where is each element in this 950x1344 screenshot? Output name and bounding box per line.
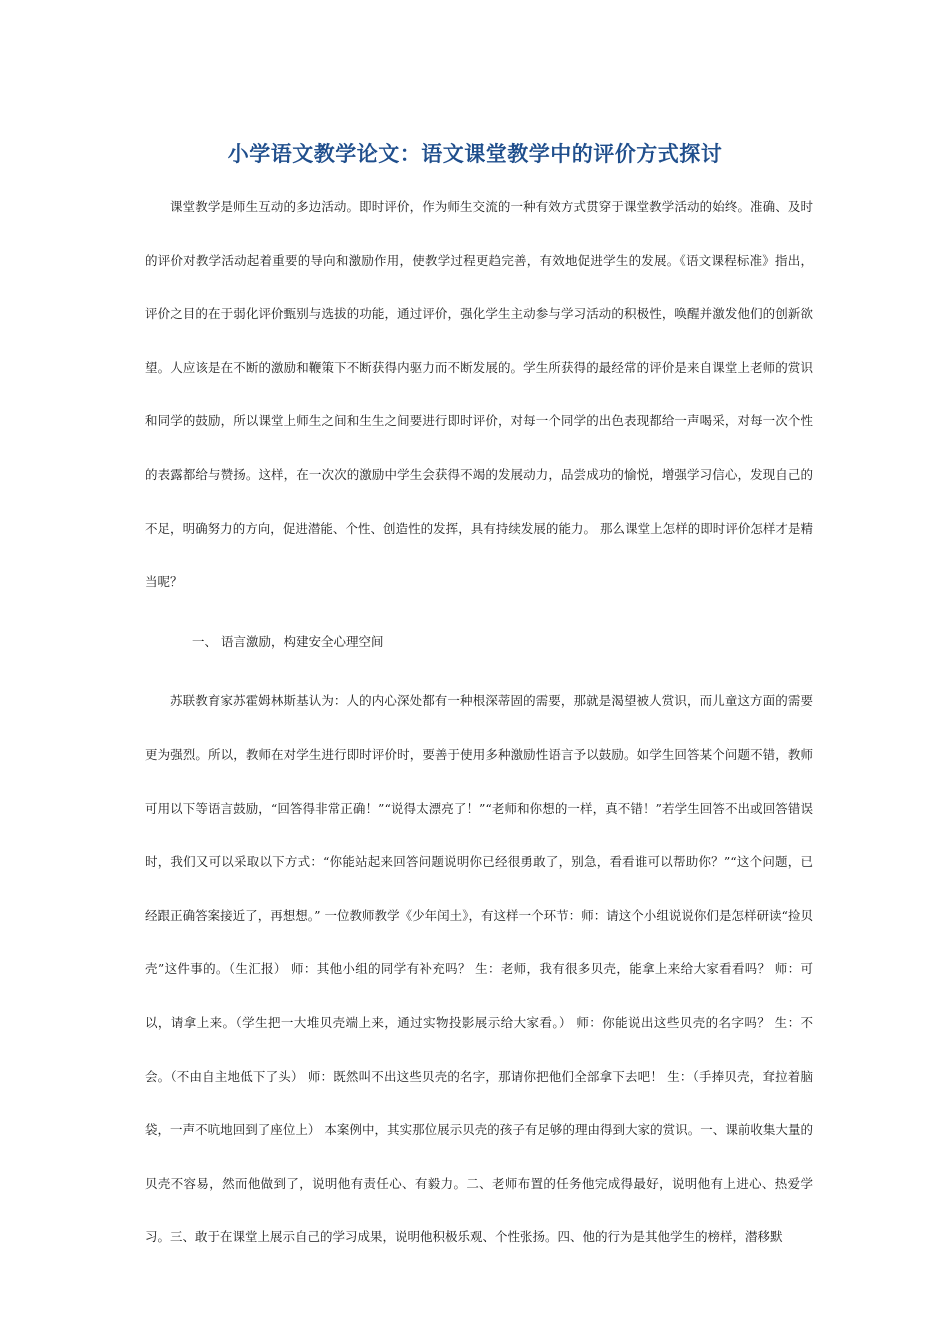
document-title: 小学语文教学论文：语文课堂教学中的评价方式探讨 <box>227 142 723 166</box>
body-paragraph-section-1: 苏联教育家苏霍姆林斯基认为：人的内心深处都有一种根深蒂固的需要，那就是渴望被人赏识，而儿童这方面的需要更为强烈。所以，教师在对学生进行即时评价时，要善于使用多种激励性语言予以鼓励。如学生回答某个问题不错，教师可用以下等语言鼓励，“回答得非常正确！”“说得太漂亮了！”“老师和你想的一样，真不错！”若学生回答不出或回答错误时，我们又可以采取以下方式：“你能站起来回答问题说明你已经很勇敢了，别急，看看谁可以帮助你？”“这个问题，已经跟正确答案接近了，再想想。” 一位教师教学《少年闰土》，有这样一个环节：师：请这个小组说说你们是怎样研读“捡贝壳”这件事的。（生汇报） 师：其他小组的同学有补充吗？ 生：老师，我有很多贝壳，能拿上来给大家看看吗？ 师：可以，请拿上来。（学生把一大堆贝壳端上来，通过实物投影展示给大家看。） 师：你能说出这些贝壳的名字吗？ 生：不会。（不由自主地低下了头） 师：既然叫不出这些贝壳的名字，那请你把他们全部拿下去吧！ 生：（手捧贝壳，耷拉着脑袋，一声不吭地回到了座位上） 本案例中，其实那位展示贝壳的孩子有足够的理由得到大家的赏识。一、课前收集大量的贝壳不容易，然而他做到了，说明他有责任心、有毅力。二、老师布置的任务他完成得最好，说明他有上进心、热爱学习。三、敢于在课堂上展示自己的学习成果，说明他积极乐观、个性张扬。四、他的行为是其他学生的榜样，潜移默 <box>145 693 813 1245</box>
document-body <box>145 180 813 1264</box>
body-paragraph-intro: 课堂教学是师生互动的多边活动。即时评价，作为师生交流的一种有效方式贯穿于课堂教学活动的始终。准确、及时的评价对教学活动起着重要的导向和激励作用，使教学过程更趋完善，有效地促进学生的发展。《语文课程标准》指出，评价之目的在于弱化评价甄别与选拔的功能，通过评价，强化学生主动参与学习活动的积极性，唤醒并激发他们的创新欲望。人应该是在不断的激励和鞭策下不断获得内驱力而不断发展的。学生所获得的最经常的评价是来自课堂上老师的赏识和同学的鼓励，所以课堂上师生之间和生生之间要进行即时评价，对每一个同学的出色表现都给一声喝采，对每一次个性的表露都给与赞扬。这样，在一次次的激励中学生会获得不竭的发展动力，品尝成功的愉悦，增强学习信心，发现自己的不足，明确努力的方向，促进潜能、个性、创造性的发挥，具有持续发展的能力。 那么课堂上怎样的即时评价怎样才是精当呢？ <box>145 199 813 590</box>
section-heading-1: 一、 语言激励，构建安全心理空间 <box>192 633 384 649</box>
